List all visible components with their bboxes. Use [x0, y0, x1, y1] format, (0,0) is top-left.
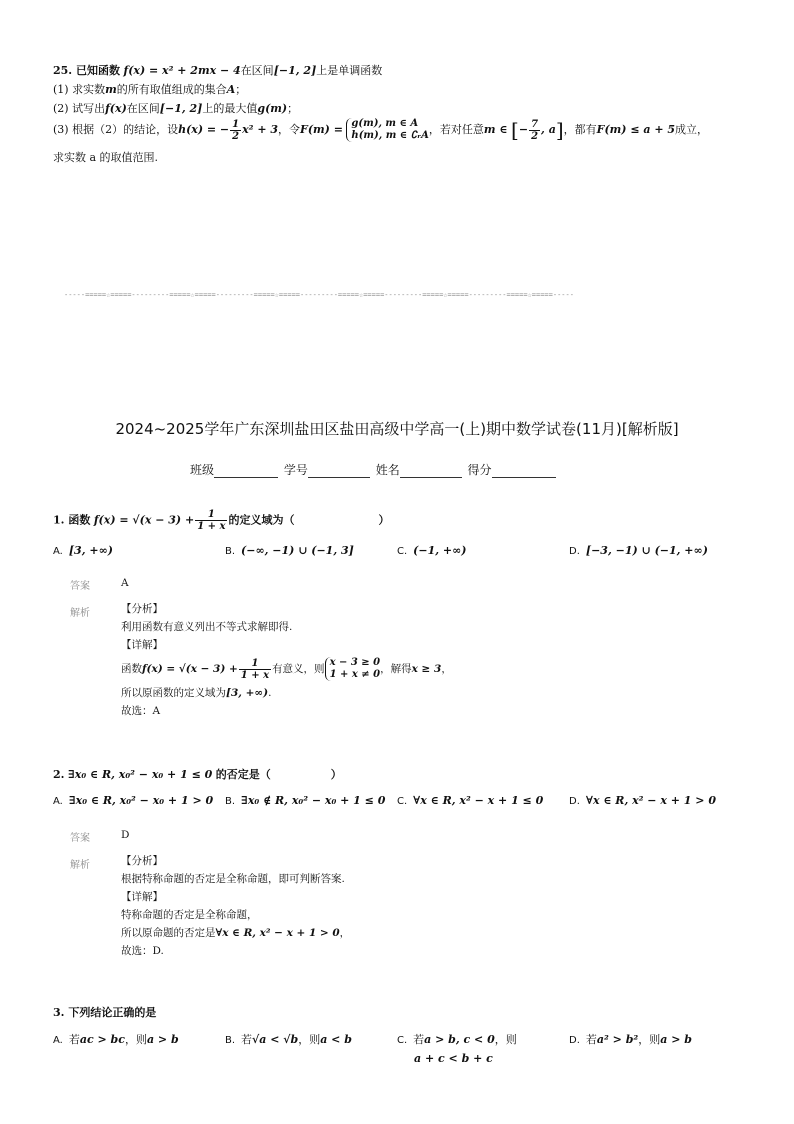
q25-mid: 在区间 [240, 64, 274, 77]
option-text: ，则 [124, 1033, 147, 1046]
q1-number: 1. 函数 [53, 513, 91, 527]
q3-stem: 3. 下列结论正确的是 [53, 1006, 157, 1019]
q25-line3 [53, 102, 298, 116]
q25-piecewise [346, 118, 428, 142]
option-text: 若 [68, 1033, 80, 1046]
q3-option-b[interactable] [225, 1031, 352, 1047]
q25-l3-b: 在区间 [126, 102, 160, 115]
frac-num: 1 [232, 118, 240, 130]
q25-line1 [53, 64, 382, 78]
right-bracket: ] [555, 118, 564, 142]
frac-den: 1 + x [197, 521, 226, 532]
frac-num: 1 [195, 509, 227, 521]
student-info [190, 461, 558, 478]
q3-option-d[interactable] [569, 1031, 692, 1047]
q25-line4 [53, 118, 708, 142]
q25-l3-d: ； [287, 102, 299, 115]
q25-l4-hx-r: x² + 3 [242, 123, 279, 136]
option-math: a + c < b + c [414, 1052, 493, 1065]
sol-text: ， [339, 927, 351, 939]
q25-l4-frac2 [529, 119, 540, 142]
info-class-label: 班级 [190, 463, 215, 477]
option-math: a > b [146, 1033, 179, 1046]
sol-heading: 【分析】 [121, 603, 163, 615]
q25-l4-a: (3) 根据（2）的结论，设 [53, 123, 179, 136]
id-blank[interactable] [308, 465, 370, 478]
sol-line [121, 924, 350, 942]
option-text: ，则 [638, 1033, 661, 1046]
option-math: a < b [320, 1033, 352, 1046]
q25-l4-int-r: , a [541, 123, 556, 136]
q2-answer-label: 答案 [70, 833, 90, 844]
q25-suffix: 上是单调函数 [316, 64, 383, 77]
q25-line5: 求实数 a 的取值范围. [53, 151, 159, 164]
option-text: ∀x ∈ R, x² − x + 1 > 0 [585, 794, 716, 807]
option-math: a² > b² [596, 1033, 639, 1046]
sol-text: 函数 [121, 663, 142, 675]
q25-l4-hx-l: h(x) = − [178, 123, 230, 136]
option-text: (−∞, −1) ∪ (−1, 3] [241, 544, 354, 557]
frac-den: 2 [232, 130, 240, 142]
sol-text: 所以原命题的否定是 [121, 927, 216, 939]
sol-frac [239, 658, 271, 681]
left-bracket: [ [511, 118, 519, 142]
info-name-label: 姓名 [375, 463, 400, 477]
sol-math: [3, +∞) [226, 687, 269, 699]
q2-solution [121, 852, 350, 960]
section-divider: -----=====☆=====---------=====☆=====---------=====☆=====---------=====☆=====---------=====☆=====---------=====☆=====----- [64, 291, 574, 299]
sol-heading: 【详解】 [121, 891, 163, 903]
name-blank[interactable] [400, 465, 462, 478]
option-letter: D. [569, 546, 580, 557]
system-line: 1 + x ≠ 0 [329, 669, 381, 680]
sol-text: ， [441, 663, 452, 675]
q25-l2-c: ； [235, 83, 247, 96]
q25-line2 [53, 83, 246, 97]
q25-l3-a: (2) 试写出 [53, 102, 106, 115]
q25-l2-b: 的所有取值组成的集合 [116, 83, 227, 96]
q1-frac [195, 509, 227, 532]
q2-option-c[interactable] [397, 794, 543, 807]
q25-l2-a: (1) 求实数 [53, 83, 106, 96]
option-text: 若 [241, 1033, 253, 1046]
option-math: a > b [660, 1033, 692, 1046]
sol-math: f(x) = √(x − 3) + [142, 663, 238, 675]
sol-line: 故选：D. [121, 945, 164, 957]
q1-answer-label: 答案 [70, 581, 90, 592]
q25-l4-int-l: − [518, 123, 529, 136]
q25-interval: [−1, 2] [273, 64, 317, 77]
option-text: ∀x ∈ R, x² − x + 1 ≤ 0 [413, 794, 544, 807]
q1-stem-b: 的定义域为（ [228, 513, 295, 527]
frac2-num: 7 [531, 118, 539, 130]
option-text: [−3, −1) ∪ (−1, +∞) [585, 544, 708, 557]
q25-l4-m-in: m ∈ [483, 123, 508, 136]
option-letter: A. [53, 1035, 63, 1046]
case-2: h(m), m ∈ ∁ᵣA [351, 130, 429, 141]
q3-option-a[interactable] [53, 1031, 179, 1047]
option-text: ∃x₀ ∉ R, x₀² − x₀ + 1 ≤ 0 [241, 794, 386, 807]
q25-l4-b: ，令 [278, 123, 301, 136]
q2-number: 2. [53, 768, 65, 781]
system-line: x − 3 ≥ 0 [329, 657, 381, 668]
option-math: a > b, c < 0 [424, 1033, 495, 1046]
sol-line [121, 654, 452, 684]
sol-text: 有意义，则 [272, 663, 325, 675]
option-letter: C. [397, 546, 408, 557]
q25-l4-frac [230, 119, 241, 142]
option-math: √a < √b [252, 1033, 299, 1046]
q2-stem-b: 的否定是（ [215, 768, 271, 781]
q2-analysis-label: 解析 [70, 860, 90, 871]
option-text: [3, +∞) [68, 544, 113, 557]
q2-stem-c: ） [330, 768, 342, 781]
option-letter: A. [53, 546, 63, 557]
sol-text: ，解得 [380, 663, 412, 675]
q2-answer: D [121, 829, 130, 841]
frac-den: 1 + x [240, 669, 270, 681]
q2-stem [53, 768, 342, 782]
frac2-den: 2 [531, 130, 539, 142]
sol-system [325, 657, 381, 681]
q2-option-b[interactable] [225, 794, 385, 807]
q2-option-d[interactable] [569, 794, 716, 807]
sol-line: 利用函数有意义列出不等式求解即得. [121, 621, 293, 633]
option-letter: B. [225, 1035, 236, 1046]
option-text: ，则 [494, 1033, 517, 1046]
q25-l4-d: ，都有 [563, 123, 597, 136]
exam-title: 2024~2025学年广东深圳盐田区盐田高级中学高一(上)期中数学试卷(11月)[解析版] [115, 420, 679, 438]
info-id-label: 学号 [283, 463, 308, 477]
sol-math: x ≥ 3 [411, 663, 442, 675]
q25-l3-fx: f(x) [105, 102, 127, 115]
option-letter: D. [569, 796, 580, 807]
q3-option-c[interactable] [397, 1031, 517, 1068]
q1-solution [121, 600, 452, 720]
q25-l4-c: ，若对任意 [428, 123, 484, 136]
q25-l2-m: m [105, 83, 117, 96]
option-letter: B. [225, 546, 236, 557]
q25-l3-interval: [−1, 2] [159, 102, 203, 115]
sol-heading: 【分析】 [121, 855, 163, 867]
class-blank[interactable] [214, 465, 278, 478]
score-blank[interactable] [492, 465, 556, 478]
q25-l3-c: 上的最大值 [202, 102, 258, 115]
option-text: 若 [585, 1033, 597, 1046]
q1-answer: A [121, 577, 129, 589]
q1-function: f(x) = √(x − 3) + [93, 513, 195, 527]
sol-line: 特称命题的否定是全称命题， [121, 909, 258, 921]
case-1: g(m), m ∈ A [351, 118, 419, 129]
q1-option-c[interactable] [397, 544, 467, 557]
q2-math: ∃x₀ ∈ R, x₀² − x₀ + 1 ≤ 0 [67, 768, 213, 781]
option-text: (−1, +∞) [413, 544, 467, 557]
q2-option-a[interactable] [53, 794, 213, 807]
q25-prefix: 25. 已知函数 [53, 64, 120, 77]
option-letter: C. [397, 796, 408, 807]
sol-text: . [268, 687, 272, 699]
option-text: 若 [413, 1033, 425, 1046]
q1-option-a[interactable] [53, 544, 113, 557]
option-letter: C. [397, 1035, 408, 1046]
sol-math: ∀x ∈ R, x² − x + 1 > 0 [215, 927, 340, 939]
option-math: ac > bc [79, 1033, 125, 1046]
option-letter: A. [53, 796, 63, 807]
q1-stem-c: ） [378, 513, 390, 527]
q25-l4-e: 成立， [675, 123, 709, 136]
info-score-label: 得分 [467, 463, 492, 477]
sol-line [121, 684, 452, 702]
q25-l2-A: A [226, 83, 236, 96]
frac-num: 1 [239, 658, 271, 670]
q25-l4-F: F(m) = [300, 123, 343, 136]
sol-line: 根据特称命题的否定是全称命题，即可判断答案. [121, 873, 345, 885]
q1-option-b[interactable] [225, 544, 354, 557]
sol-heading: 【详解】 [121, 639, 163, 651]
option-letter: D. [569, 1035, 580, 1046]
option-text: ∃x₀ ∈ R, x₀² − x₀ + 1 > 0 [68, 794, 214, 807]
option-letter: B. [225, 796, 236, 807]
sol-line: 故选：A [121, 705, 161, 717]
q25-l3-gm: g(m) [257, 102, 288, 115]
option-text: ，则 [298, 1033, 321, 1046]
q1-option-d[interactable] [569, 544, 708, 557]
q1-stem [53, 509, 389, 532]
sol-text: 所以原函数的定义域为 [121, 687, 226, 699]
q25-function: f(x) = x² + 2mx − 4 [123, 64, 241, 77]
q25-l4-ineq: F(m) ≤ a + 5 [596, 123, 676, 136]
q1-analysis-label: 解析 [70, 608, 90, 619]
